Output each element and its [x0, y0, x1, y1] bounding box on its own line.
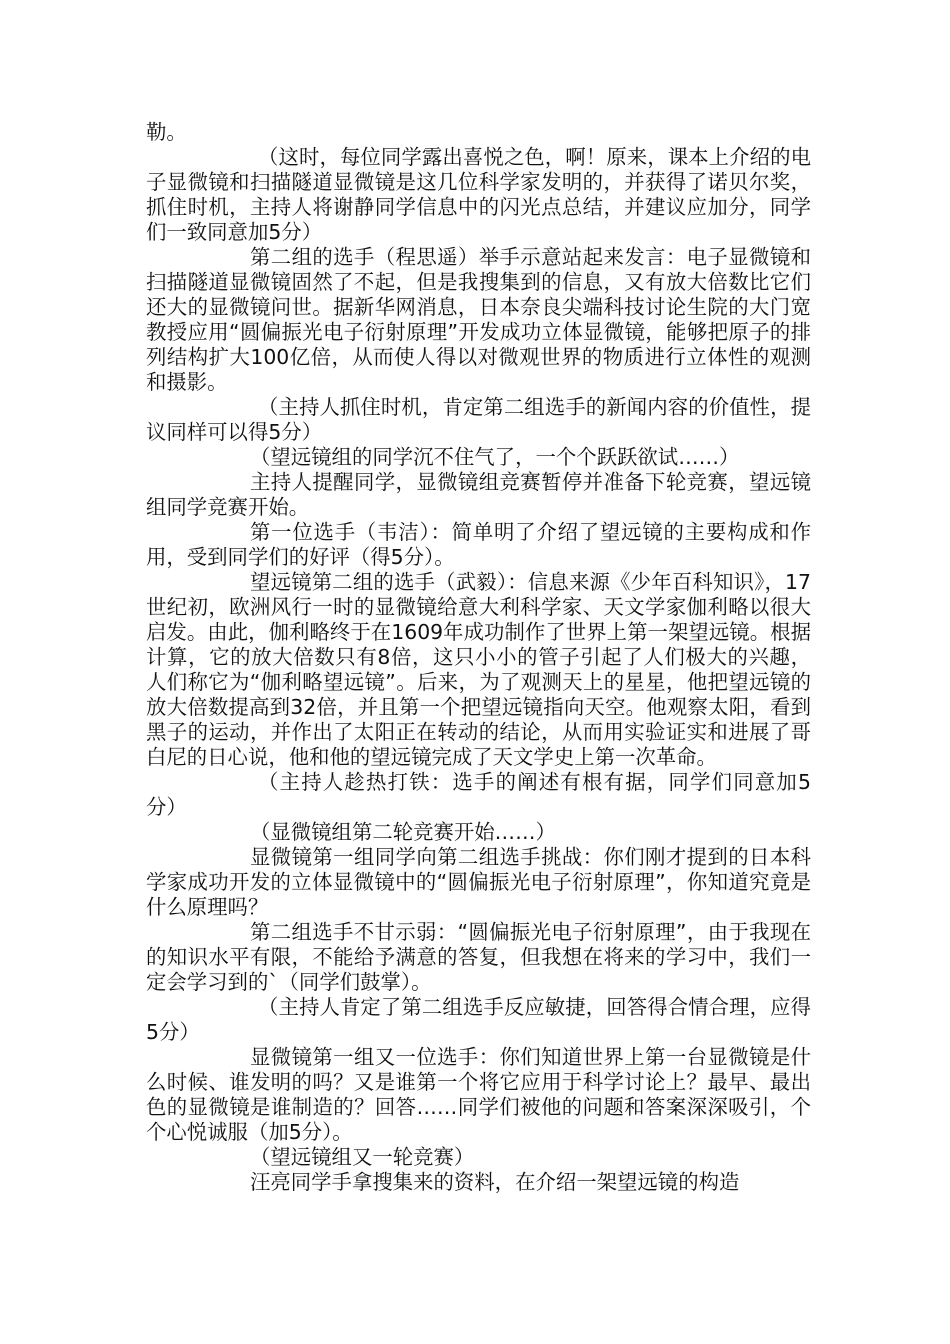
paragraph-5: （望远镜组的同学沉不住气了，一个个跃跃欲试……） — [250, 445, 740, 469]
paragraph-4: （主持人抓住时机，肯定第二组选手的新闻内容的价值性，提议同样可以得5分） — [146, 395, 811, 444]
paragraph-16: 汪亮同学手拿搜集来的资料，在介绍一架望远镜的构造 — [250, 1170, 740, 1194]
paragraph-7: 第一位选手（韦洁）：简单明了介绍了望远镜的主要构成和作用，受到同学们的好评（得5分）。 — [146, 520, 811, 569]
paragraph-9: （主持人趁热打铁：选手的阐述有根有据，同学们同意加5分） — [146, 770, 811, 819]
paragraph-11: 显微镜第一组同学向第二组选手挑战：你们刚才提到的日本科学家成功开发的立体显微镜中的“圆偏振光电子衍射原理”，你知道究竟是什么原理吗？ — [146, 845, 811, 919]
paragraph-12: 第二组选手不甘示弱：“圆偏振光电子衍射原理”，由于我现在的知识水平有限，不能给予满意的答复，但我想在将来的学习中，我们一定会学习到的`（同学们鼓掌）。 — [146, 920, 811, 994]
paragraph-3: 第二组的选手（程思遥）举手示意站起来发言：电子显微镜和扫描隧道显微镜固然了不起，但是我搜集到的信息，又有放大倍数比它们还大的显微镜问世。据新华网消息，日本奈良尖端科技讨论生院的大门宽教授应用“圆偏振光电子衍射原理”开发成功立体显微镜，能够把原子的排列结构扩大100亿倍，从而使人得以对微观世界的物质进行立体性的观测和摄影。 — [146, 245, 811, 394]
paragraph-15: （望远镜组又一轮竞赛） — [250, 1145, 475, 1169]
paragraph-14: 显微镜第一组又一位选手：你们知道世界上第一台显微镜是什么时候、谁发明的吗？又是谁第一个将它应用于科学讨论上？最早、最出色的显微镜是谁制造的？回答……同学们被他的问题和答案深深吸引，个个心悦诚服（加5分）。 — [146, 1045, 811, 1144]
paragraph-6: 主持人提醒同学，显微镜组竞赛暂停并准备下轮竞赛，望远镜组同学竞赛开始。 — [146, 470, 811, 519]
document-body — [146, 120, 811, 1195]
paragraph-1: 勒。 — [146, 120, 187, 144]
paragraph-13: （主持人肯定了第二组选手反应敏捷，回答得合情合理，应得5分） — [146, 995, 811, 1044]
paragraph-2: （这时，每位同学露出喜悦之色，啊！原来，课本上介绍的电子显微镜和扫描隧道显微镜是这几位科学家发明的，并获得了诺贝尔奖，抓住时机，主持人将谢静同学信息中的闪光点总结，并建议应加分，同学们一致同意加5分） — [146, 145, 811, 244]
paragraph-10: （显微镜组第二轮竞赛开始……） — [250, 820, 556, 844]
paragraph-8: 望远镜第二组的选手（武毅）：信息来源《少年百科知识》，17世纪初，欧洲风行一时的显微镜给意大利科学家、天文学家伽利略以很大启发。由此，伽利略终于在1609年成功制作了世界上第一架望远镜。根据计算，它的放大倍数只有8倍，这只小小的管子引起了人们极大的兴趣，人们称它为“伽利略望远镜”。后来，为了观测天上的星星，他把望远镜的放大倍数提高到32倍，并且第一个把望远镜指向天空。他观察太阳，看到黑子的运动，并作出了太阳正在转动的结论，从而用实验证实和进展了哥白尼的日心说，他和他的望远镜完成了天文学史上第一次革命。 — [146, 570, 811, 769]
